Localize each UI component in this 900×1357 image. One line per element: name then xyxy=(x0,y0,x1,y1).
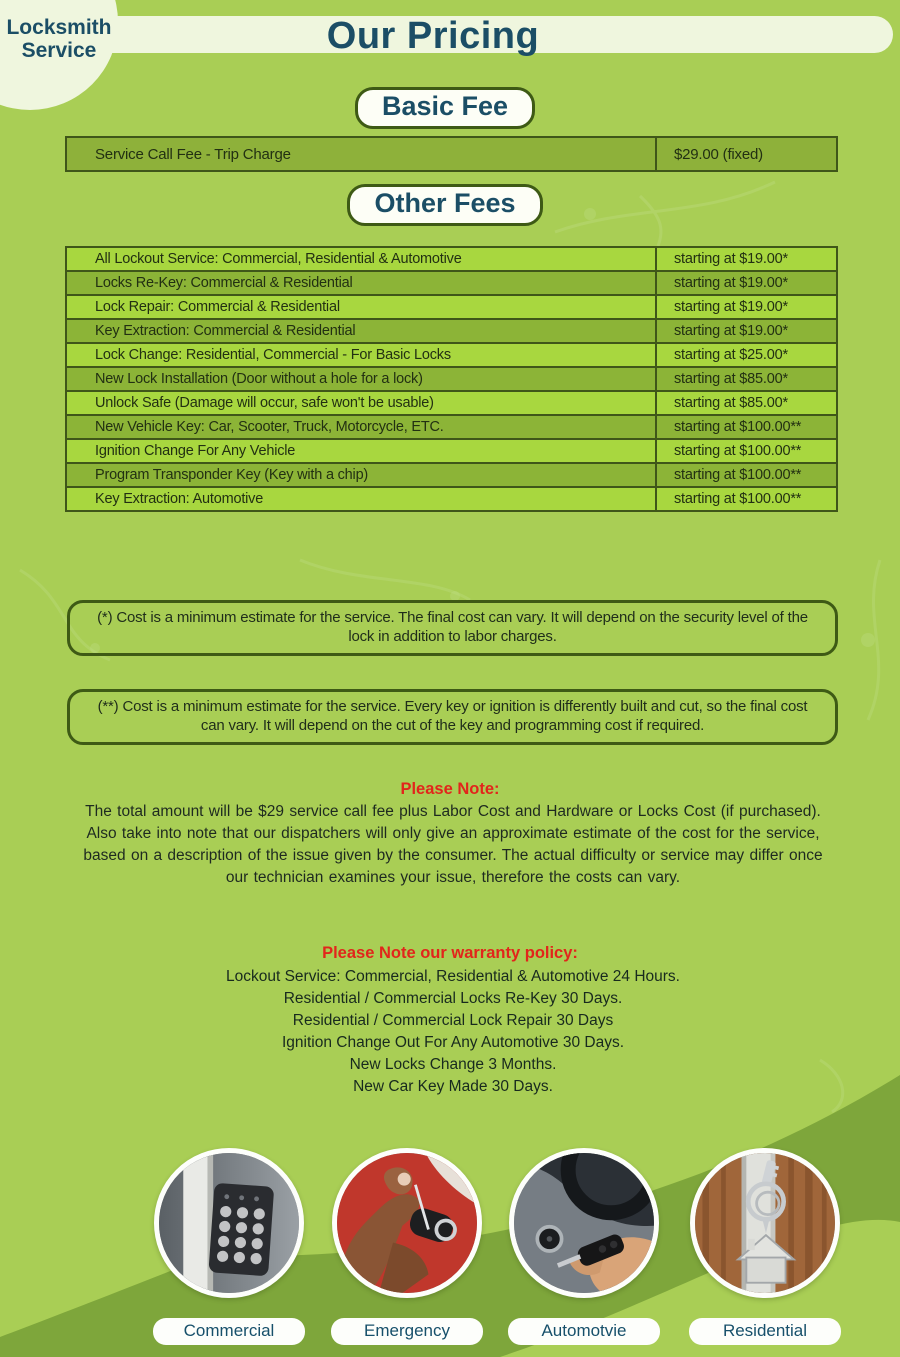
warranty-item: New Locks Change 3 Months. xyxy=(349,1056,557,1073)
other-fees-heading: Other Fees xyxy=(347,184,542,226)
warranty-item: Lockout Service: Commercial, Residential & Automotive 24 Hours. xyxy=(225,968,680,985)
other-fees-table xyxy=(65,246,838,512)
keypad-lock-photo xyxy=(154,1148,304,1298)
category-card-commercial[interactable] xyxy=(149,1148,309,1345)
category-label: Automotvie xyxy=(508,1318,660,1345)
category-label: Emergency xyxy=(331,1318,483,1345)
price-cell: starting at $100.00** xyxy=(656,415,837,439)
table-row xyxy=(66,415,837,439)
warranty-heading: Please Note our warranty policy: xyxy=(322,944,578,962)
other-fees-heading-wrap xyxy=(0,184,890,226)
category-label: Commercial xyxy=(153,1318,305,1345)
basic-fee-table xyxy=(65,136,838,172)
price-cell: starting at $100.00** xyxy=(656,439,837,463)
table-row xyxy=(66,367,837,391)
table-row xyxy=(66,391,837,415)
house-keychain-photo xyxy=(690,1148,840,1298)
price-cell: starting at $25.00* xyxy=(656,343,837,367)
price-cell: starting at $19.00* xyxy=(656,247,837,271)
service-cell: Lock Change: Residential, Commercial - For Basic Locks xyxy=(66,343,656,367)
warranty-list xyxy=(70,966,836,1098)
please-note-body: The total amount will be $29 service call fee plus Labor Cost and Hardware or Locks Cost (if purchased). Also take into note that our dispatchers will only give an approximate estimate of the cost for the service, based on a description of the issue given by the consumer. The actual difficulty or service may differ once our technician examines your issue, therefore the costs can vary. xyxy=(83,803,823,886)
warranty-item: Residential / Commercial Locks Re-Key 30 Days. xyxy=(283,990,623,1007)
table-row xyxy=(66,487,837,511)
price-cell: starting at $100.00** xyxy=(656,463,837,487)
logo-text xyxy=(0,16,118,62)
table-row xyxy=(66,439,837,463)
footnote-double-asterisk: (**) Cost is a minimum estimate for the service. Every key or ignition is differently built and cut, so the final cost can vary. It will depend on the cut of the key and programming cost if required. xyxy=(67,689,838,745)
table-row xyxy=(66,343,837,367)
car-door-unlock-photo xyxy=(332,1148,482,1298)
logo-line1: Locksmith xyxy=(6,16,112,39)
warranty-item: New Car Key Made 30 Days. xyxy=(353,1078,553,1095)
please-note-heading: Please Note: xyxy=(400,780,500,798)
service-cell: Key Extraction: Automotive xyxy=(66,487,656,511)
table-row xyxy=(66,319,837,343)
table-row xyxy=(66,247,837,271)
price-cell: $29.00 (fixed) xyxy=(656,137,837,171)
service-cell: All Lockout Service: Commercial, Residential & Automotive xyxy=(66,247,656,271)
service-cell: Program Transponder Key (Key with a chip) xyxy=(66,463,656,487)
price-cell: starting at $19.00* xyxy=(656,295,837,319)
service-cell: New Vehicle Key: Car, Scooter, Truck, Motorcycle, ETC. xyxy=(66,415,656,439)
warranty-item: Ignition Change Out For Any Automotive 30 Days. xyxy=(281,1034,625,1051)
footnote-single-asterisk: (*) Cost is a minimum estimate for the service. The final cost can vary. It will depend on the security level of the lock in addition to labor charges. xyxy=(67,600,838,656)
price-cell: starting at $85.00* xyxy=(656,367,837,391)
price-cell: starting at $19.00* xyxy=(656,271,837,295)
price-cell: starting at $85.00* xyxy=(656,391,837,415)
basic-fee-heading: Basic Fee xyxy=(355,87,535,129)
service-cell: Locks Re-Key: Commercial & Residential xyxy=(66,271,656,295)
basic-fee-heading-wrap xyxy=(0,87,890,129)
table-row xyxy=(66,137,837,171)
logo-line2: Service xyxy=(21,39,97,62)
table-row xyxy=(66,295,837,319)
category-card-emergency[interactable] xyxy=(327,1148,487,1345)
warranty-item: Residential / Commercial Lock Repair 30 Days xyxy=(292,1012,614,1029)
service-cell: Ignition Change For Any Vehicle xyxy=(66,439,656,463)
price-cell: starting at $100.00** xyxy=(656,487,837,511)
table-row xyxy=(66,271,837,295)
service-cell: Lock Repair: Commercial & Residential xyxy=(66,295,656,319)
service-cell: Service Call Fee - Trip Charge xyxy=(66,137,656,171)
page-title: Our Pricing xyxy=(326,15,540,57)
category-label: Residential xyxy=(689,1318,841,1345)
service-cell: New Lock Installation (Door without a hole for a lock) xyxy=(66,367,656,391)
table-row xyxy=(66,463,837,487)
service-cell: Unlock Safe (Damage will occur, safe won't be usable) xyxy=(66,391,656,415)
category-card-residential[interactable] xyxy=(685,1148,845,1345)
car-key-ignition-photo xyxy=(509,1148,659,1298)
price-cell: starting at $19.00* xyxy=(656,319,837,343)
service-cell: Key Extraction: Commercial & Residential xyxy=(66,319,656,343)
category-card-automotive[interactable] xyxy=(504,1148,664,1345)
